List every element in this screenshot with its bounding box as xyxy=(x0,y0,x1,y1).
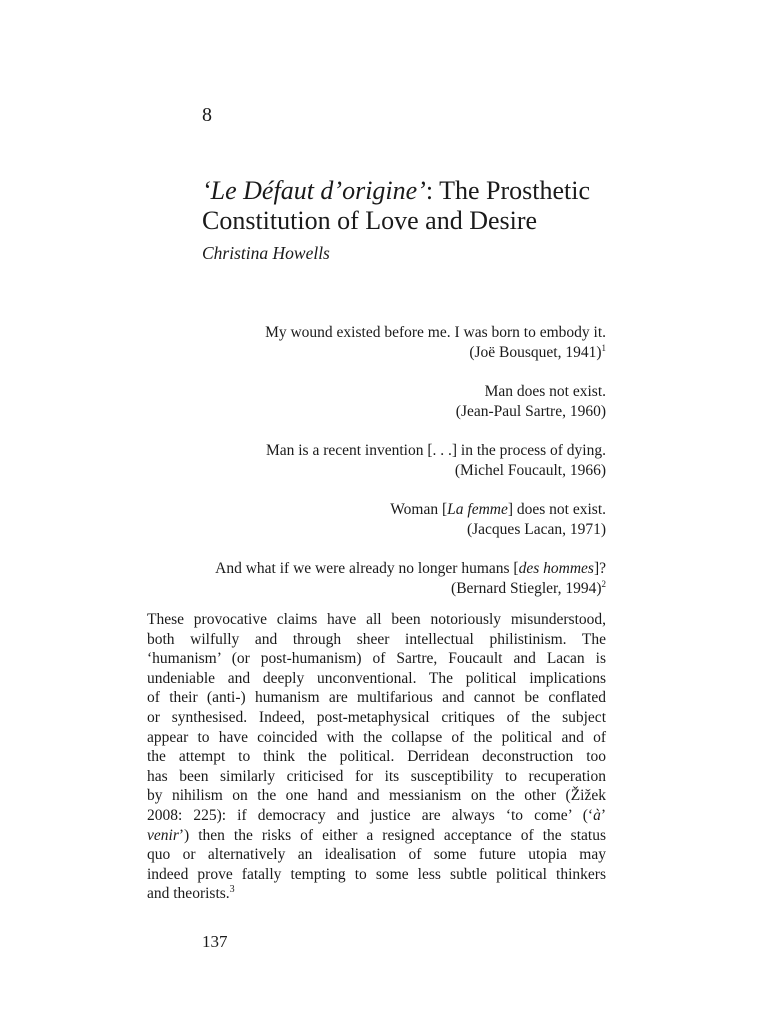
body-line: appear to have coincided with the collapse of the political and of xyxy=(147,728,606,746)
body-line: the attempt to think the political. Derridean deconstruction too xyxy=(147,748,606,766)
epigraph xyxy=(166,441,606,480)
epigraph-quote xyxy=(166,559,606,579)
chapter-number: 8 xyxy=(202,104,212,126)
body-line: of their (anti-) humanism are multifarious and cannot be conflated xyxy=(147,689,606,707)
epigraph xyxy=(166,382,606,421)
footnote-marker: 1 xyxy=(601,342,606,353)
body-line: quo or alternatively an idealisation of some future utopia may xyxy=(147,846,606,864)
epigraph-quote: My wound existed before me. I was born to embody it. xyxy=(265,324,606,341)
footnote-marker: 2 xyxy=(601,578,606,589)
body-line xyxy=(147,806,606,826)
epigraph-quote-text: And what if we were already no longer humans [ xyxy=(215,560,519,577)
epigraph-quote-text: ]? xyxy=(593,560,606,577)
body-line: both wilfully and through sheer intellectual philistinism. The xyxy=(147,630,606,648)
epigraph-citation-text: (Bernard Stiegler, 1994) xyxy=(451,579,602,597)
body-line: These provocative claims have all been notoriously misunderstood, xyxy=(147,611,606,628)
body-line xyxy=(147,826,606,846)
epigraph-citation-text: (Joë Bousquet, 1941) xyxy=(469,343,602,361)
body-line: undeniable and deeply unconventional. The political implications xyxy=(147,669,606,687)
epigraph xyxy=(166,323,606,362)
page-number: 137 xyxy=(202,932,228,951)
body-line-text: ’ xyxy=(600,806,606,824)
chapter-title-rest: : The Prosthetic xyxy=(425,176,591,205)
chapter-title-line-2: Constitution of Love and Desire xyxy=(202,206,538,235)
body-line: has been similarly criticised for its susceptibility to recuperation xyxy=(147,767,606,785)
body-line-text: 2008: 225): if democracy and justice are always ‘to come’ (‘ xyxy=(147,806,594,824)
chapter-author: Christina Howells xyxy=(202,243,330,263)
footnote-marker: 3 xyxy=(229,884,235,896)
body-line xyxy=(147,884,606,904)
epigraph-quote-text: Woman [ xyxy=(390,501,448,518)
body-paragraph xyxy=(147,610,606,904)
body-line: indeed prove fatally tempting to some less subtle political thinkers xyxy=(147,865,606,883)
body-line: ‘humanism’ (or post-humanism) of Sartre, Foucault and Lacan is xyxy=(147,650,606,668)
epigraph-citation xyxy=(166,343,606,363)
epigraph xyxy=(166,559,606,598)
chapter-title-italic: ‘Le Défaut d’origine’ xyxy=(202,176,426,205)
epigraphs xyxy=(166,323,606,618)
epigraph xyxy=(166,500,606,539)
chapter-title xyxy=(202,176,682,236)
epigraph-quote: Man is a recent invention [. . .] in the process of dying. xyxy=(265,442,606,459)
body-line: by nihilism on the one hand and messianism on the other (Žižek xyxy=(147,787,606,805)
epigraph-quote-italic: La femme xyxy=(447,501,508,518)
body-line-italic: à xyxy=(593,806,601,824)
epigraph-quote: Man does not exist. xyxy=(484,383,606,400)
epigraph-quote-italic: des hommes xyxy=(518,560,594,577)
body-line-text: ’) then the risks of either a resigned acceptance of the status xyxy=(178,826,606,844)
epigraph-citation xyxy=(166,579,606,599)
body-line: or synthesised. Indeed, post-metaphysical critiques of the subject xyxy=(147,708,606,726)
chapter-title-line-1 xyxy=(202,176,682,206)
epigraph-citation: (Jacques Lacan, 1971) xyxy=(466,520,606,538)
epigraph-quote xyxy=(166,500,606,520)
epigraph-citation: (Michel Foucault, 1966) xyxy=(454,461,606,479)
epigraph-citation: (Jean-Paul Sartre, 1960) xyxy=(455,402,606,420)
epigraph-quote-text: ] does not exist. xyxy=(507,501,606,518)
body-line-italic: venir xyxy=(147,826,179,844)
body-line-text: and theorists. xyxy=(147,885,230,903)
